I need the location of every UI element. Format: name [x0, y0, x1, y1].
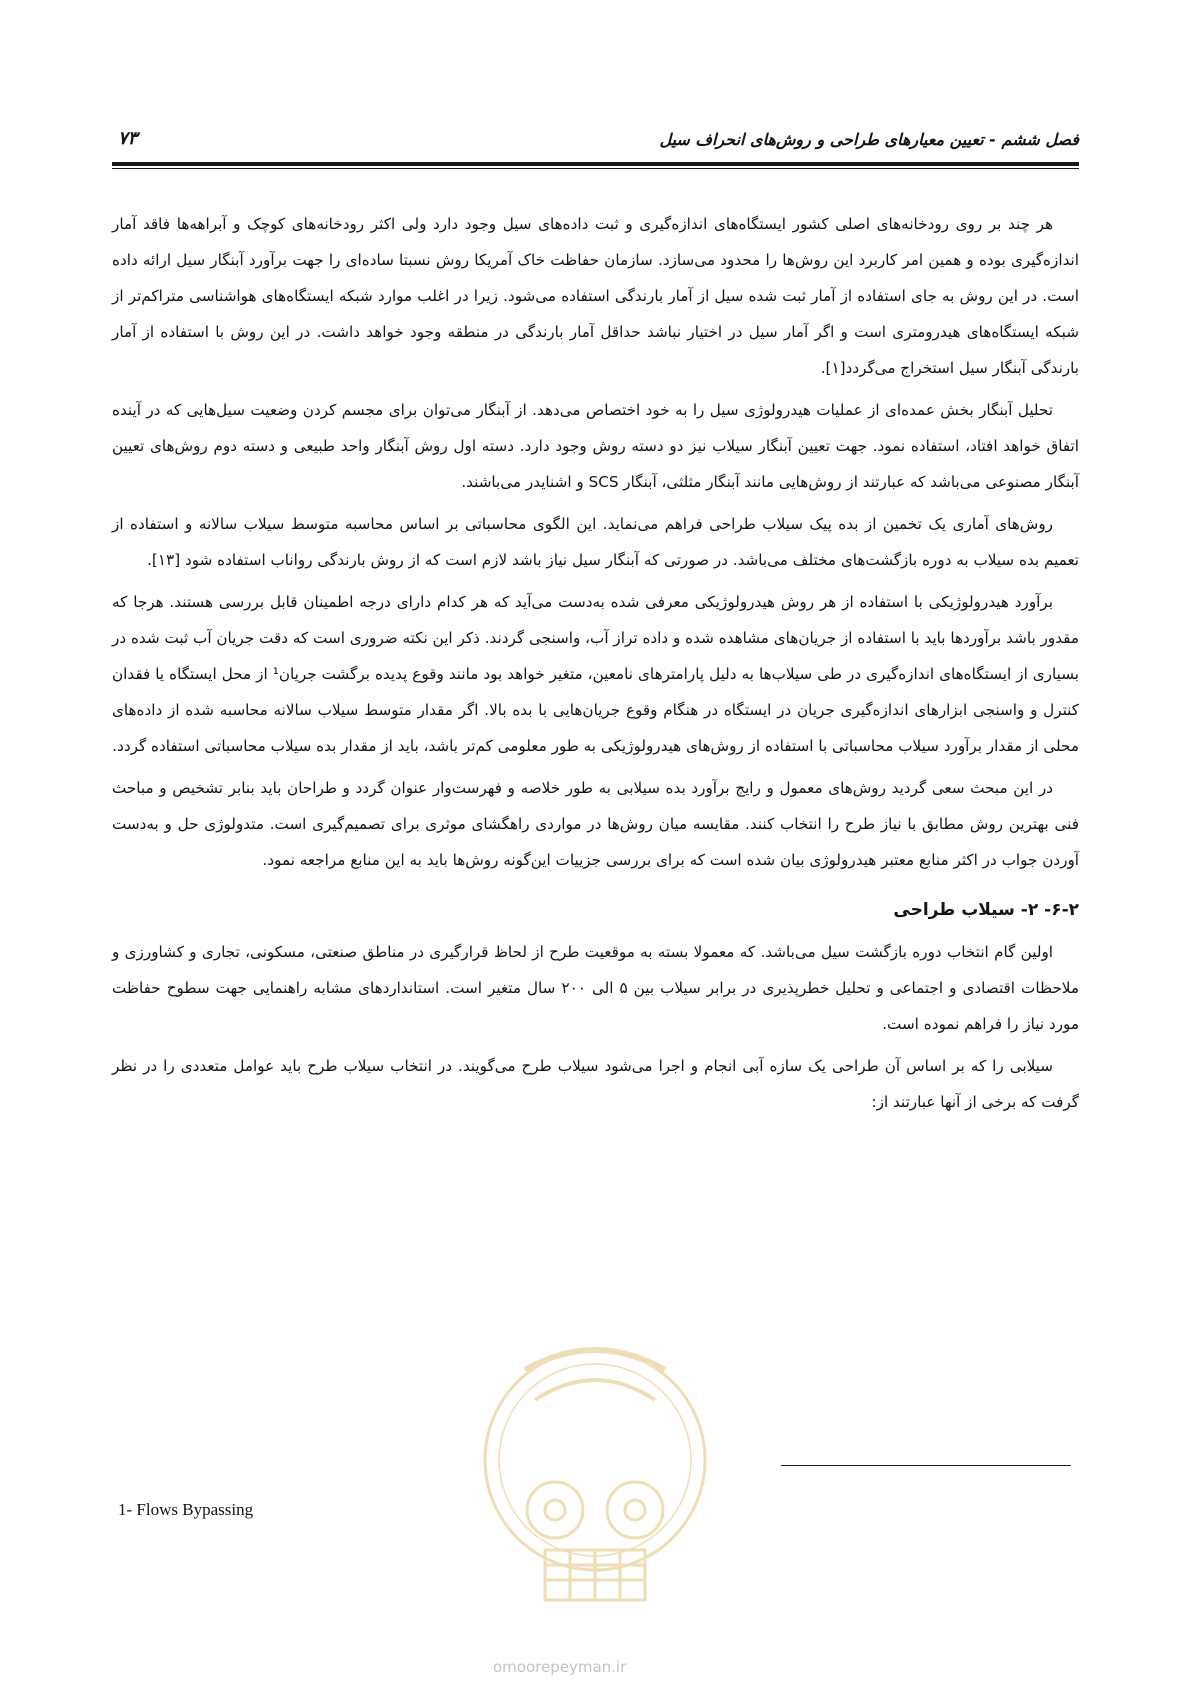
paragraph: سیلابی را که بر اساس آن طراحی یک سازه آبی انجام و اجرا می‌شود سیلاب طرح می‌گویند. در انتخاب سیلاب طرح باید عوامل متعددی را در نظر گرفت که برخی از آنها عبارتند از: [112, 1057, 1079, 1111]
header-rule-thin [112, 168, 1079, 169]
watermark-text: omoorepeyman.ir [493, 1658, 627, 1676]
paragraph: هر چند بر روی رودخانه‌های اصلی کشور ایستگاه‌های اندازه‌گیری و ثبت داده‌های سیل وجود دارد ولی اکثر رودخانه‌های کوچک و آبراهه‌ها فاقد آمار اندازه‌گیری بوده و همین امر کاربرد این روش‌ها را محدود می‌سازد. سازمان حفاظت خاک آمریکا روش نسبتا ساده‌ای را جهت برآورد آبنگار سیل ارائه داده است. در این روش به جای استفاده از آمار ثبت شده سیل از آمار بارندگی استفاده می‌شود. زیرا در اغلب موارد شبکه ایستگاه‌های هواشناسی متراکم‌تر از شبکه ایستگاه‌های هیدرومتری است و اگر آمار سیل در اختیار نباشد حداقل آمار بارندگی در منطقه وجود خواهد داشت. در این روش با استفاده از آمار بارندگی آبنگار سیل استخراج می‌گردد[۱]. [112, 215, 1079, 377]
chapter-title: فصل ششم - تعیین معیارهای طراحی و روش‌های انحراف سیل [659, 130, 1079, 149]
footnote: 1- Flows Bypassing [118, 1500, 254, 1519]
running-header [112, 126, 1079, 166]
watermark-logo-icon [475, 1310, 715, 1650]
page-number: ۷۳ [118, 128, 138, 149]
paragraph: برآورد هیدرولوژیکی با استفاده از هر روش هیدرولوژیکی معرفی شده به‌دست می‌آید که هر کدام دارای درجه اطمینان قابل بررسی هستند. هرجا که مقدور باشد برآوردها باید با استفاده از جریان‌های مشاهده شده و داده تراز آب، واسنجی گردند. ذکر این نکته ضروری است که دقت جریان آب ثبت شده در بسیاری از ایستگاه‌های اندازه‌گیری در طی سیلاب‌ها به دلیل پارامترهای نامعین، متغیر خواهد بود مانند وقوع پدیده برگشت جریان¹ از محل ایستگاه یا فقدان کنترل و واسنجی ابزارهای اندازه‌گیری جریان در ایستگاه در هنگام وقوع جریان‌هایی با بده بالا. اگر مقدار متوسط سیلاب سالانه محاسبه شده از داده‌های محلی از مقدار برآورد سیلاب محاسباتی با استفاده از روش‌های هیدرولوژیکی به طور معلومی کم‌تر باشد، باید از مقدار بده سیلاب محاسباتی استفاده گردد. [112, 593, 1080, 755]
paragraph: اولین گام انتخاب دوره بازگشت سیل می‌باشد. که معمولا بسته به موقعیت طرح از لحاظ قرارگیری در مناطق صنعتی، مسکونی، تجاری و کشاورزی و ملاحظات اقتصادی و اجتماعی و تحلیل خطرپذیری در برابر سیلاب بین ۵ الی ۲۰۰ سال متغیر است. استانداردهای مشابه راهنمایی جهت سطوح حفاظت مورد نیاز را فراهم نموده است. [112, 943, 1079, 1033]
paragraph: در این مبحث سعی گردید روش‌های معمول و رایج برآورد بده سیلابی به طور خلاصه و فهرست‌وار عنوان گردد و طراحان باید بنابر تشخیص و مباحث فنی بهترین روش مطابق با نیاز طرح را انتخاب کنند. مقایسه میان روش‌ها در مواردی راهگشای موثری برای تصمیم‌گیری است. متدولوژی حل و به‌دست آوردن جواب در اکثر منابع معتبر هیدرولوژی بیان شده است که برای بررسی جزییات این‌گونه روش‌ها باید به این منابع مراجعه نمود. [112, 779, 1079, 869]
footnote-separator [781, 1465, 1071, 1466]
main-content [112, 206, 1079, 1126]
paragraph: تحلیل آبنگار بخش عمده‌ای از عملیات هیدرولوژی سیل را به خود اختصاص می‌دهد. از آبنگار می‌توان برای مجسم کردن وضعیت سیل‌هایی که در آینده اتفاق خواهد افتاد، استفاده نمود. جهت تعیین آبنگار سیلاب نیز دو دسته روش وجود دارد. دسته اول روش آبنگار واحد طبیعی و دسته دوم روش‌های تعیین آبنگار مصنوعی می‌باشد که عبارتند از روش‌هایی مانند آبنگار مثلثی، آبنگار SCS و اشنایدر می‌باشند. [112, 401, 1079, 491]
paragraph: روش‌های آماری یک تخمین از بده پیک سیلاب طراحی فراهم می‌نماید. این الگوی محاسباتی بر اساس محاسبه متوسط سیلاب سالانه و استفاده از تعمیم بده سیلاب به دوره بازگشت‌های مختلف می‌باشد. در صورتی که آبنگار سیل نیاز باشد لازم است که از روش بارندگی رواناب استفاده شود [۱۳]. [112, 515, 1079, 569]
section-heading: ۶-۲- ۲- سیلاب طراحی [893, 900, 1079, 920]
header-rule-thick [112, 162, 1079, 166]
